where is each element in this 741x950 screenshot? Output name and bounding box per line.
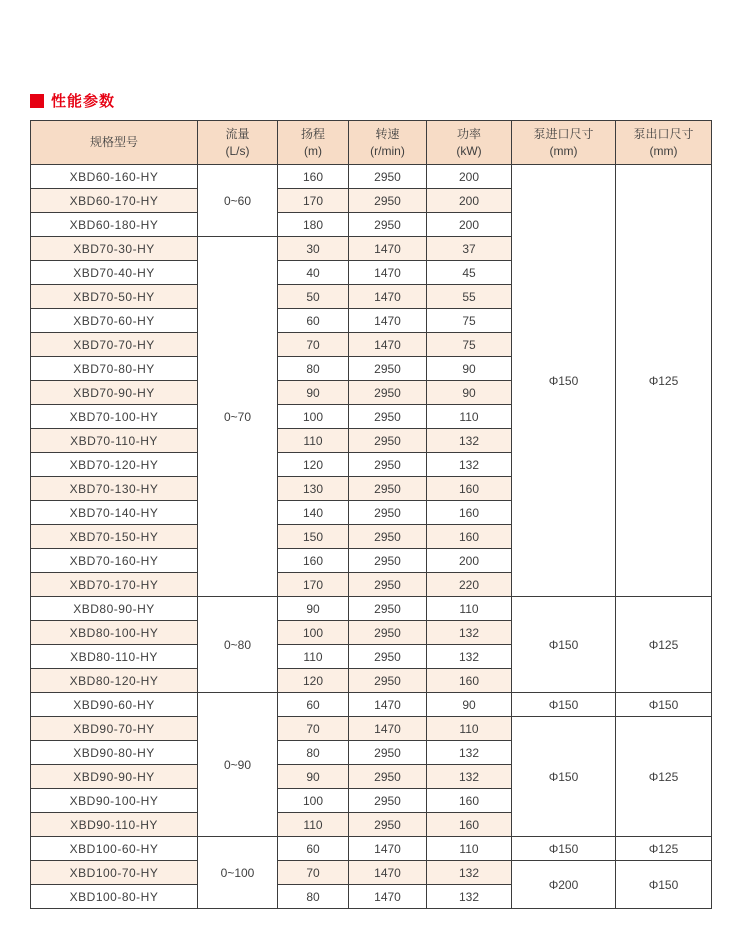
- power-cell: 132: [427, 621, 512, 645]
- model-cell: XBD70-80-HY: [31, 357, 198, 381]
- power-cell: 160: [427, 501, 512, 525]
- model-cell: XBD70-100-HY: [31, 405, 198, 429]
- model-cell: XBD70-120-HY: [31, 453, 198, 477]
- head-cell: 150: [278, 525, 349, 549]
- column-header: [31, 121, 198, 165]
- head-cell: 170: [278, 189, 349, 213]
- power-cell: 75: [427, 333, 512, 357]
- head-cell: 60: [278, 309, 349, 333]
- head-cell: 80: [278, 357, 349, 381]
- speed-cell: 2950: [349, 813, 427, 837]
- model-cell: XBD60-160-HY: [31, 165, 198, 189]
- spec-page: [30, 90, 712, 909]
- head-cell: 80: [278, 885, 349, 909]
- speed-cell: 2950: [349, 573, 427, 597]
- column-header: [427, 121, 512, 165]
- table-row: [31, 861, 712, 885]
- model-cell: XBD90-110-HY: [31, 813, 198, 837]
- section-title-text: 性能参数: [51, 93, 116, 110]
- head-cell: 70: [278, 333, 349, 357]
- speed-cell: 1470: [349, 885, 427, 909]
- column-header-label: 功率: [456, 126, 481, 141]
- section-marker-icon: [30, 94, 44, 108]
- column-header-label: 规格型号: [89, 135, 138, 150]
- speed-cell: 2950: [349, 189, 427, 213]
- column-header-unit: (mm): [649, 143, 678, 158]
- outlet-size-cell: Φ125: [616, 597, 712, 693]
- flow-cell: 0~60: [198, 165, 278, 237]
- speed-cell: 2950: [349, 789, 427, 813]
- flow-cell: 0~100: [198, 837, 278, 909]
- speed-cell: 2950: [349, 429, 427, 453]
- power-cell: 132: [427, 429, 512, 453]
- power-cell: 160: [427, 789, 512, 813]
- model-cell: XBD70-50-HY: [31, 285, 198, 309]
- power-cell: 45: [427, 261, 512, 285]
- head-cell: 70: [278, 861, 349, 885]
- model-cell: XBD70-60-HY: [31, 309, 198, 333]
- model-cell: XBD100-70-HY: [31, 861, 198, 885]
- outlet-size-cell: Φ125: [616, 165, 712, 597]
- model-cell: XBD60-170-HY: [31, 189, 198, 213]
- inlet-size-cell: Φ150: [512, 837, 616, 861]
- model-cell: XBD70-40-HY: [31, 261, 198, 285]
- table-row: [31, 597, 712, 621]
- speed-cell: 2950: [349, 477, 427, 501]
- column-header-unit: (m): [304, 143, 322, 158]
- speed-cell: 2950: [349, 357, 427, 381]
- power-cell: 200: [427, 213, 512, 237]
- head-cell: 120: [278, 669, 349, 693]
- power-cell: 200: [427, 549, 512, 573]
- power-cell: 110: [427, 405, 512, 429]
- head-cell: 110: [278, 645, 349, 669]
- model-cell: XBD70-140-HY: [31, 501, 198, 525]
- column-header-unit: (kW): [456, 143, 482, 158]
- model-cell: XBD70-30-HY: [31, 237, 198, 261]
- model-cell: XBD90-100-HY: [31, 789, 198, 813]
- power-cell: 160: [427, 669, 512, 693]
- model-cell: XBD70-70-HY: [31, 333, 198, 357]
- speed-cell: 1470: [349, 837, 427, 861]
- head-cell: 140: [278, 501, 349, 525]
- head-cell: 90: [278, 381, 349, 405]
- speed-cell: 2950: [349, 213, 427, 237]
- column-header-label: 泵出口尺寸: [633, 126, 694, 141]
- power-cell: 200: [427, 189, 512, 213]
- speed-cell: 1470: [349, 285, 427, 309]
- column-header: [512, 121, 616, 165]
- head-cell: 80: [278, 741, 349, 765]
- head-cell: 90: [278, 597, 349, 621]
- power-cell: 75: [427, 309, 512, 333]
- speed-cell: 2950: [349, 741, 427, 765]
- speed-cell: 2950: [349, 621, 427, 645]
- column-header-unit: (r/min): [370, 143, 405, 158]
- power-cell: 110: [427, 597, 512, 621]
- power-cell: 160: [427, 477, 512, 501]
- model-cell: XBD90-60-HY: [31, 693, 198, 717]
- column-header: [349, 121, 427, 165]
- model-cell: XBD90-80-HY: [31, 741, 198, 765]
- power-cell: 90: [427, 381, 512, 405]
- model-cell: XBD100-60-HY: [31, 837, 198, 861]
- power-cell: 132: [427, 741, 512, 765]
- head-cell: 100: [278, 621, 349, 645]
- model-cell: XBD90-90-HY: [31, 765, 198, 789]
- column-header-label: 泵进口尺寸: [533, 126, 594, 141]
- outlet-size-cell: Φ150: [616, 693, 712, 717]
- model-cell: XBD60-180-HY: [31, 213, 198, 237]
- head-cell: 60: [278, 693, 349, 717]
- model-cell: XBD70-150-HY: [31, 525, 198, 549]
- model-cell: XBD70-110-HY: [31, 429, 198, 453]
- table-row: [31, 165, 712, 189]
- column-header: [616, 121, 712, 165]
- inlet-size-cell: Φ150: [512, 717, 616, 837]
- column-header-label: 转速: [375, 126, 400, 141]
- inlet-size-cell: Φ150: [512, 165, 616, 597]
- power-cell: 37: [427, 237, 512, 261]
- column-header: [278, 121, 349, 165]
- head-cell: 100: [278, 405, 349, 429]
- head-cell: 180: [278, 213, 349, 237]
- model-cell: XBD90-70-HY: [31, 717, 198, 741]
- flow-cell: 0~80: [198, 597, 278, 693]
- speed-cell: 2950: [349, 645, 427, 669]
- model-cell: XBD80-90-HY: [31, 597, 198, 621]
- column-header: [198, 121, 278, 165]
- column-header-unit: (mm): [549, 143, 578, 158]
- speed-cell: 2950: [349, 597, 427, 621]
- power-cell: 55: [427, 285, 512, 309]
- table-row: [31, 837, 712, 861]
- speed-cell: 1470: [349, 261, 427, 285]
- power-cell: 132: [427, 645, 512, 669]
- head-cell: 130: [278, 477, 349, 501]
- model-cell: XBD80-110-HY: [31, 645, 198, 669]
- speed-cell: 2950: [349, 669, 427, 693]
- column-header-label: 扬程: [300, 126, 325, 141]
- performance-table: [30, 120, 712, 909]
- speed-cell: 1470: [349, 309, 427, 333]
- inlet-size-cell: Φ150: [512, 693, 616, 717]
- speed-cell: 2950: [349, 405, 427, 429]
- speed-cell: 2950: [349, 381, 427, 405]
- head-cell: 120: [278, 453, 349, 477]
- model-cell: XBD70-160-HY: [31, 549, 198, 573]
- power-cell: 132: [427, 861, 512, 885]
- power-cell: 160: [427, 525, 512, 549]
- speed-cell: 2950: [349, 549, 427, 573]
- head-cell: 50: [278, 285, 349, 309]
- head-cell: 160: [278, 165, 349, 189]
- head-cell: 30: [278, 237, 349, 261]
- head-cell: 70: [278, 717, 349, 741]
- flow-cell: 0~70: [198, 237, 278, 597]
- column-header-unit: (L/s): [225, 143, 250, 158]
- speed-cell: 1470: [349, 861, 427, 885]
- head-cell: 110: [278, 429, 349, 453]
- speed-cell: 2950: [349, 525, 427, 549]
- speed-cell: 2950: [349, 765, 427, 789]
- power-cell: 90: [427, 357, 512, 381]
- model-cell: XBD70-90-HY: [31, 381, 198, 405]
- power-cell: 132: [427, 765, 512, 789]
- head-cell: 60: [278, 837, 349, 861]
- power-cell: 220: [427, 573, 512, 597]
- head-cell: 90: [278, 765, 349, 789]
- section-title: [30, 90, 712, 111]
- power-cell: 90: [427, 693, 512, 717]
- outlet-size-cell: Φ125: [616, 837, 712, 861]
- speed-cell: 1470: [349, 693, 427, 717]
- outlet-size-cell: Φ150: [616, 861, 712, 909]
- header-row: [31, 121, 712, 165]
- inlet-size-cell: Φ200: [512, 861, 616, 909]
- power-cell: 132: [427, 885, 512, 909]
- speed-cell: 2950: [349, 501, 427, 525]
- speed-cell: 2950: [349, 453, 427, 477]
- power-cell: 110: [427, 837, 512, 861]
- speed-cell: 1470: [349, 237, 427, 261]
- outlet-size-cell: Φ125: [616, 717, 712, 837]
- head-cell: 160: [278, 549, 349, 573]
- head-cell: 100: [278, 789, 349, 813]
- model-cell: XBD80-100-HY: [31, 621, 198, 645]
- head-cell: 40: [278, 261, 349, 285]
- table-row: [31, 693, 712, 717]
- table-row: [31, 717, 712, 741]
- model-cell: XBD100-80-HY: [31, 885, 198, 909]
- head-cell: 110: [278, 813, 349, 837]
- power-cell: 110: [427, 717, 512, 741]
- column-header-label: 流量: [225, 126, 250, 141]
- inlet-size-cell: Φ150: [512, 597, 616, 693]
- flow-cell: 0~90: [198, 693, 278, 837]
- speed-cell: 2950: [349, 165, 427, 189]
- speed-cell: 1470: [349, 717, 427, 741]
- head-cell: 170: [278, 573, 349, 597]
- power-cell: 132: [427, 453, 512, 477]
- model-cell: XBD80-120-HY: [31, 669, 198, 693]
- speed-cell: 1470: [349, 333, 427, 357]
- power-cell: 160: [427, 813, 512, 837]
- model-cell: XBD70-170-HY: [31, 573, 198, 597]
- model-cell: XBD70-130-HY: [31, 477, 198, 501]
- power-cell: 200: [427, 165, 512, 189]
